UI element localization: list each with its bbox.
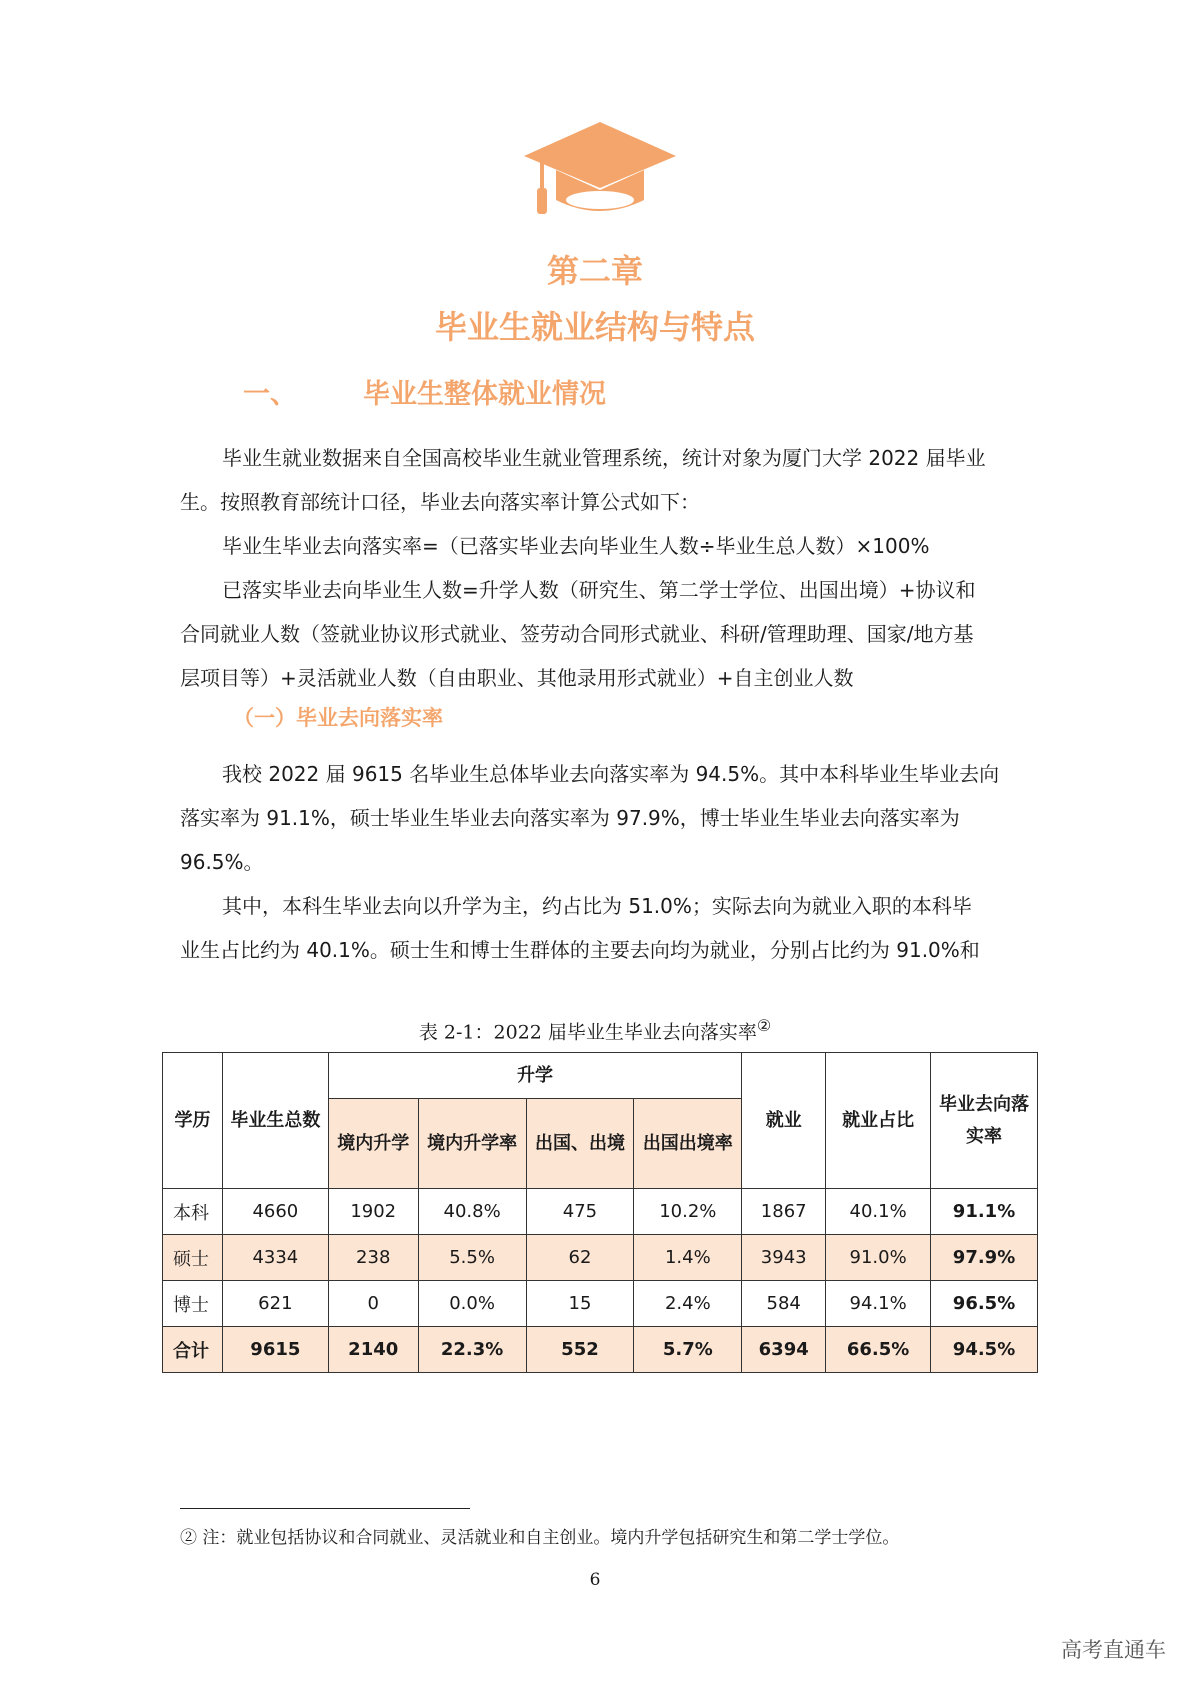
cell-degree: 博士 [163,1281,223,1327]
header-degree: 学历 [163,1053,223,1189]
table-caption-text: 表 2-1：2022 届毕业生毕业去向落实率 [418,1021,757,1044]
header-employed: 就业 [742,1053,826,1189]
table-row [163,1189,1038,1235]
cell-total: 4334 [222,1235,328,1281]
cell-total: 4660 [222,1189,328,1235]
header-domestic-rate: 境内升学率 [418,1099,526,1189]
cell-degree: 合计 [163,1327,223,1373]
cell-placement-rate: 91.1% [931,1189,1038,1235]
formula-placement-rate: 毕业生毕业去向落实率=（已落实毕业去向毕业生人数÷毕业生总人数）×100% [222,534,930,558]
cell-employed-rate: 94.1% [826,1281,931,1327]
body-line: 业生占比约为 40.1%。硕士生和博士生群体的主要去向均为就业，分别占比约为 91.0%和 [180,938,980,962]
cell-abroad: 62 [526,1235,634,1281]
formula-placed-count: 层项目等）+灵活就业人数（自由职业、其他录用形式就业）+自主创业人数 [180,666,854,690]
cell-employed: 584 [742,1281,826,1327]
footnote-divider [180,1508,470,1509]
cell-abroad-rate: 5.7% [634,1327,742,1373]
table-row [163,1281,1038,1327]
body-line: 96.5%。 [180,850,264,874]
cell-total: 621 [222,1281,328,1327]
cell-employed-rate: 40.1% [826,1189,931,1235]
cell-domestic: 1902 [328,1189,418,1235]
table-row-total [163,1327,1038,1373]
body-paragraph [180,752,1020,972]
footnote [180,1523,899,1548]
header-employed-rate: 就业占比 [826,1053,931,1189]
cell-domestic-rate: 0.0% [418,1281,526,1327]
formula-placed-count: 合同就业人数（签就业协议形式就业、签劳动合同形式就业、科研/管理助理、国家/地方基 [180,622,974,646]
intro-line: 毕业生就业数据来自全国高校毕业生就业管理系统，统计对象为厦门大学 2022 届毕业 [222,446,986,470]
chapter-number: 第二章 [546,252,643,290]
cell-abroad-rate: 1.4% [634,1235,742,1281]
cell-abroad-rate: 2.4% [634,1281,742,1327]
cell-abroad: 15 [526,1281,634,1327]
watermark: 高考直通车 [1061,1638,1166,1662]
page-number: 6 [589,1570,601,1590]
header-abroad-rate: 出国出境率 [634,1099,742,1189]
subsection-heading: （一）毕业去向落实率 [233,706,443,730]
section-heading [243,372,606,411]
cell-domestic: 238 [328,1235,418,1281]
formula-placed-count: 已落实毕业去向毕业生人数=升学人数（研究生、第二学士学位、出国出境）+协议和 [222,578,976,602]
header-abroad: 出国、出境 [526,1099,634,1189]
cell-abroad: 552 [526,1327,634,1373]
intro-paragraph [180,436,1020,700]
footnote-mark: ② [180,1528,197,1548]
cell-employed-rate: 66.5% [826,1327,931,1373]
body-line: 其中，本科生毕业去向以升学为主，约占比为 51.0%；实际去向为就业入职的本科毕 [222,894,972,918]
footnote-ref: ② [756,1016,772,1035]
footnote-text: 注：就业包括协议和合同就业、灵活就业和自主创业。境内升学包括研究生和第二学士学位。 [202,1528,900,1548]
cell-placement-rate: 94.5% [931,1327,1038,1373]
intro-line: 生。按照教育部统计口径，毕业去向落实率计算公式如下： [180,490,700,514]
cell-abroad-rate: 10.2% [634,1189,742,1235]
cell-degree: 硕士 [163,1235,223,1281]
cell-employed-rate: 91.0% [826,1235,931,1281]
section-title: 毕业生整体就业情况 [363,379,606,410]
cell-domestic: 0 [328,1281,418,1327]
table-row [163,1235,1038,1281]
body-line: 落实率为 91.1%，硕士毕业生毕业去向落实率为 97.9%，博士毕业生毕业去向落实率为 [180,806,960,830]
cell-domestic-rate: 5.5% [418,1235,526,1281]
cell-domestic-rate: 40.8% [418,1189,526,1235]
cell-abroad: 475 [526,1189,634,1235]
header-total: 毕业生总数 [222,1053,328,1189]
cell-domestic: 2140 [328,1327,418,1373]
cell-employed: 3943 [742,1235,826,1281]
cell-placement-rate: 97.9% [931,1235,1038,1281]
chapter-title: 毕业生就业结构与特点 [434,308,755,346]
table-caption [0,1016,1190,1044]
section-index: 一、 [243,379,297,410]
header-placement-rate: 毕业去向落实率 [931,1053,1038,1189]
cell-degree: 本科 [163,1189,223,1235]
header-domestic: 境内升学 [328,1099,418,1189]
graduation-cap-icon [520,118,680,226]
cell-total: 9615 [222,1327,328,1373]
body-line: 我校 2022 届 9615 名毕业生总体毕业去向落实率为 94.5%。其中本科毕业生毕业去向 [222,762,1000,786]
cell-employed: 6394 [742,1327,826,1373]
cell-placement-rate: 96.5% [931,1281,1038,1327]
cell-domestic-rate: 22.3% [418,1327,526,1373]
placement-rate-table [162,1052,1038,1373]
header-further-study: 升学 [328,1053,741,1099]
cell-employed: 1867 [742,1189,826,1235]
